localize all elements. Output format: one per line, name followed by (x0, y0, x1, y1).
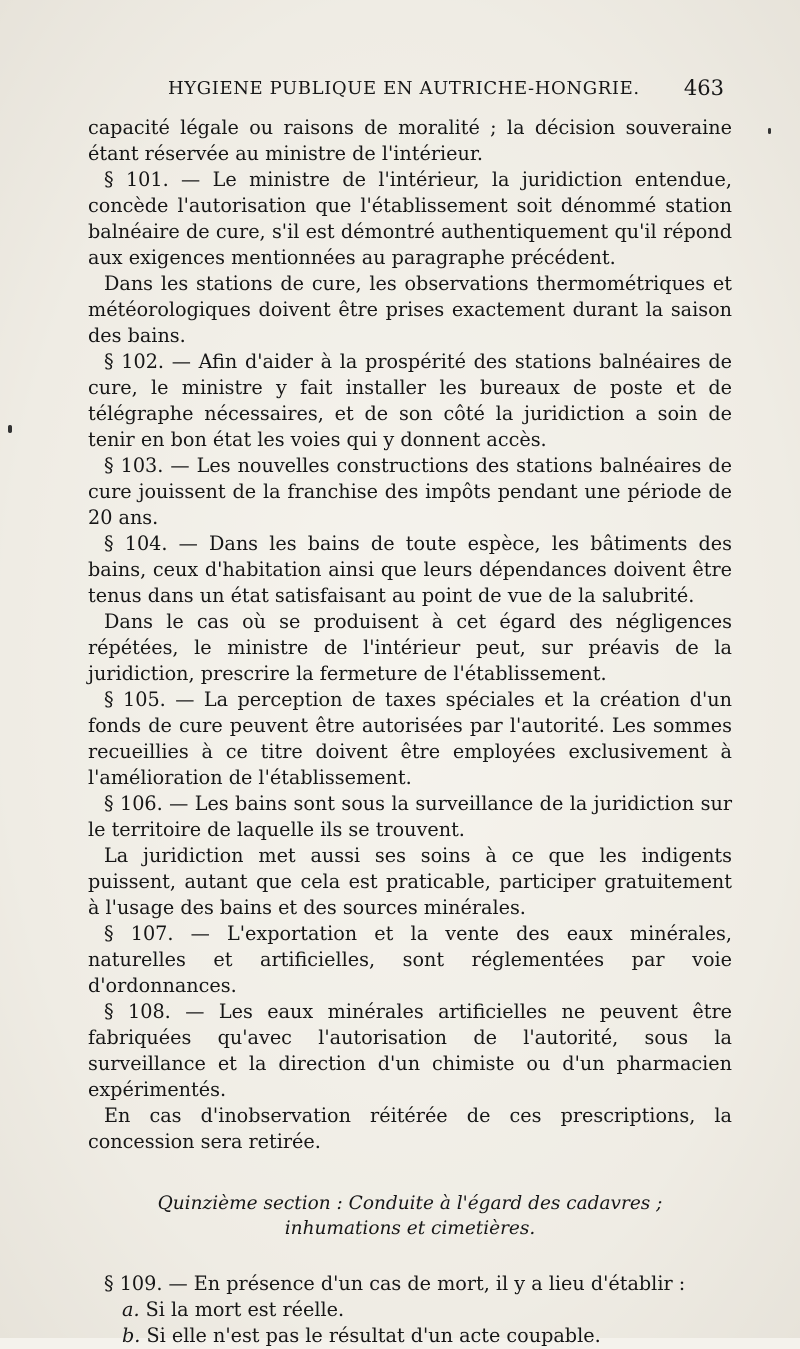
paragraph: § 102. — Afin d'aider à la prospérité des stations balnéaires de cure, le ministre y fait installer les bureaux de poste et de télégraphe nécessaires, et de son côté la juridiction a soin de tenir en bon état les voies qui y donnent accès. (88, 350, 732, 451)
page-number: 463 (683, 76, 724, 100)
paragraph: Dans le cas où se produisent à cet égard des négligences répétées, le ministre de l'intérieur peut, sur préavis de la juridiction, prescrire la fermeture de l'établissement. (88, 610, 732, 685)
list-item-text: Si elle n'est pas le résultat d'un acte coupable. (146, 1324, 601, 1347)
list-item (88, 1297, 732, 1323)
paper-speck (768, 128, 771, 134)
paragraph: § 105. — La perception de taxes spéciales et la création d'un fonds de cure peuvent être autorisées par l'autorité. Les sommes recueillies à ce titre doivent être employées exclusivement à l'amélioration de l'établissement. (88, 688, 732, 789)
list-item (88, 1323, 732, 1349)
paragraph: En cas d'inobservation réitérée de ces prescriptions, la concession sera retirée. (88, 1104, 732, 1153)
paragraph: § 101. — Le ministre de l'intérieur, la juridiction entendue, concède l'autorisation que l'établissement soit dénommé station balnéaire de cure, s'il est démontré authentiquement qu'il répond aux exigences mentionnées au paragraphe précédent. (88, 168, 732, 269)
paragraph: capacité légale ou raisons de moralité ; la décision souveraine étant réservée au ministre de l'intérieur. (88, 116, 732, 165)
body-text (88, 115, 732, 1349)
paragraph: § 104. — Dans les bains de toute espèce, les bâtiments des bains, ceux d'habitation ainsi que leurs dépendances doivent être tenus dans un état satisfaisant au point de vue de la salubrité. (88, 532, 732, 607)
running-title: HYGIENE PUBLIQUE EN AUTRICHE-HONGRIE. (168, 78, 640, 99)
paper-speck (8, 425, 12, 433)
section-heading-line: Quinzième section : Conduite à l'égard des cadavres ; (157, 1193, 663, 1214)
list-item-letter: b. (122, 1324, 141, 1347)
paragraph: Dans les stations de cure, les observations thermométriques et météorologiques doivent être prises exactement durant la saison des bains. (88, 272, 732, 347)
paragraph: § 108. — Les eaux minérales artificielles ne peuvent être fabriquées qu'avec l'autorisation de l'autorité, sous la surveillance et la direction d'un chimiste ou d'un pharmacien expérimentés. (88, 1000, 732, 1101)
section-heading-line: inhumations et cimetières. (284, 1218, 536, 1239)
paragraph: § 106. — Les bains sont sous la surveillance de la juridiction sur le territoire de laquelle ils se trouvent. (88, 792, 732, 841)
section-heading (88, 1191, 732, 1241)
list-item-text: Si la mort est réelle. (145, 1298, 345, 1321)
paragraph: § 109. — En présence d'un cas de mort, il y a lieu d'établir : (104, 1272, 686, 1295)
list-item-letter: a. (122, 1298, 140, 1321)
paragraph: La juridiction met aussi ses soins à ce que les indigents puissent, autant que cela est praticable, participer gratuitement à l'usage des bains et des sources minérales. (88, 844, 732, 919)
paragraph: § 107. — L'exportation et la vente des eaux minérales, naturelles et artificielles, sont réglementées par voie d'ordonnances. (88, 922, 732, 997)
page-header (92, 76, 724, 106)
paragraph: § 103. — Les nouvelles constructions des stations balnéaires de cure jouissent de la franchise des impôts pendant une période de 20 ans. (88, 454, 732, 529)
